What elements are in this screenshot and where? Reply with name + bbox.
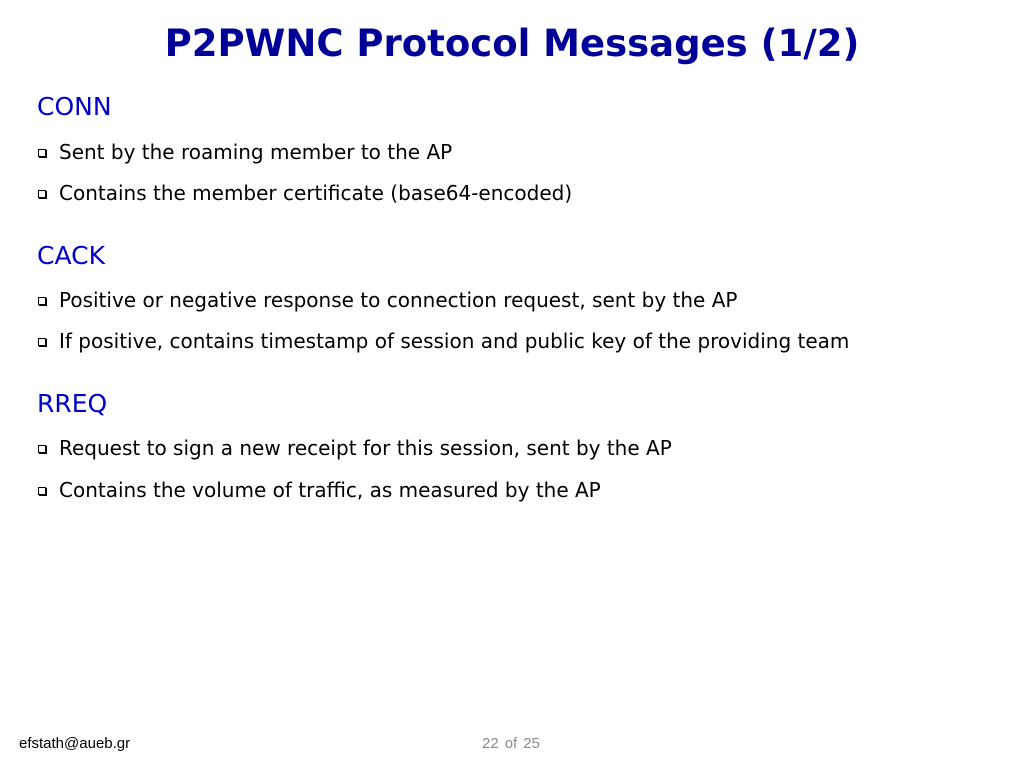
section-heading-rreq: RREQ bbox=[37, 389, 108, 418]
checkbox-bullet-icon bbox=[38, 297, 46, 305]
bullet-item bbox=[38, 477, 601, 503]
section-heading-conn: CONN bbox=[37, 92, 112, 121]
checkbox-bullet-icon bbox=[38, 190, 46, 198]
page-current: 22 bbox=[482, 735, 499, 752]
page-total: 25 bbox=[523, 735, 540, 752]
checkbox-bullet-icon bbox=[38, 338, 46, 346]
slide-title: P2PWNC Protocol Messages (1/2) bbox=[164, 22, 860, 65]
footer-email: efstath@aueb.gr bbox=[19, 735, 131, 752]
bullet-text: Contains the volume of traffic, as measured by the AP bbox=[59, 478, 601, 502]
bullet-text: Sent by the roaming member to the AP bbox=[59, 140, 453, 164]
page-of: of bbox=[504, 735, 518, 752]
checkbox-bullet-icon bbox=[38, 487, 46, 495]
bullet-item bbox=[38, 328, 849, 354]
bullet-item bbox=[38, 287, 737, 313]
page-number bbox=[482, 734, 546, 754]
bullet-text: Positive or negative response to connection request, sent by the AP bbox=[59, 288, 738, 312]
bullet-text: If positive, contains timestamp of session and public key of the providing team bbox=[59, 329, 850, 353]
checkbox-bullet-icon bbox=[38, 149, 46, 157]
bullet-text: Contains the member certificate (base64-encoded) bbox=[59, 181, 573, 205]
bullet-item bbox=[38, 435, 672, 461]
checkbox-bullet-icon bbox=[38, 445, 46, 453]
bullet-item bbox=[38, 180, 572, 206]
section-heading-cack: CACK bbox=[37, 241, 105, 270]
bullet-item bbox=[38, 139, 452, 165]
bullet-text: Request to sign a new receipt for this session, sent by the AP bbox=[59, 436, 672, 460]
